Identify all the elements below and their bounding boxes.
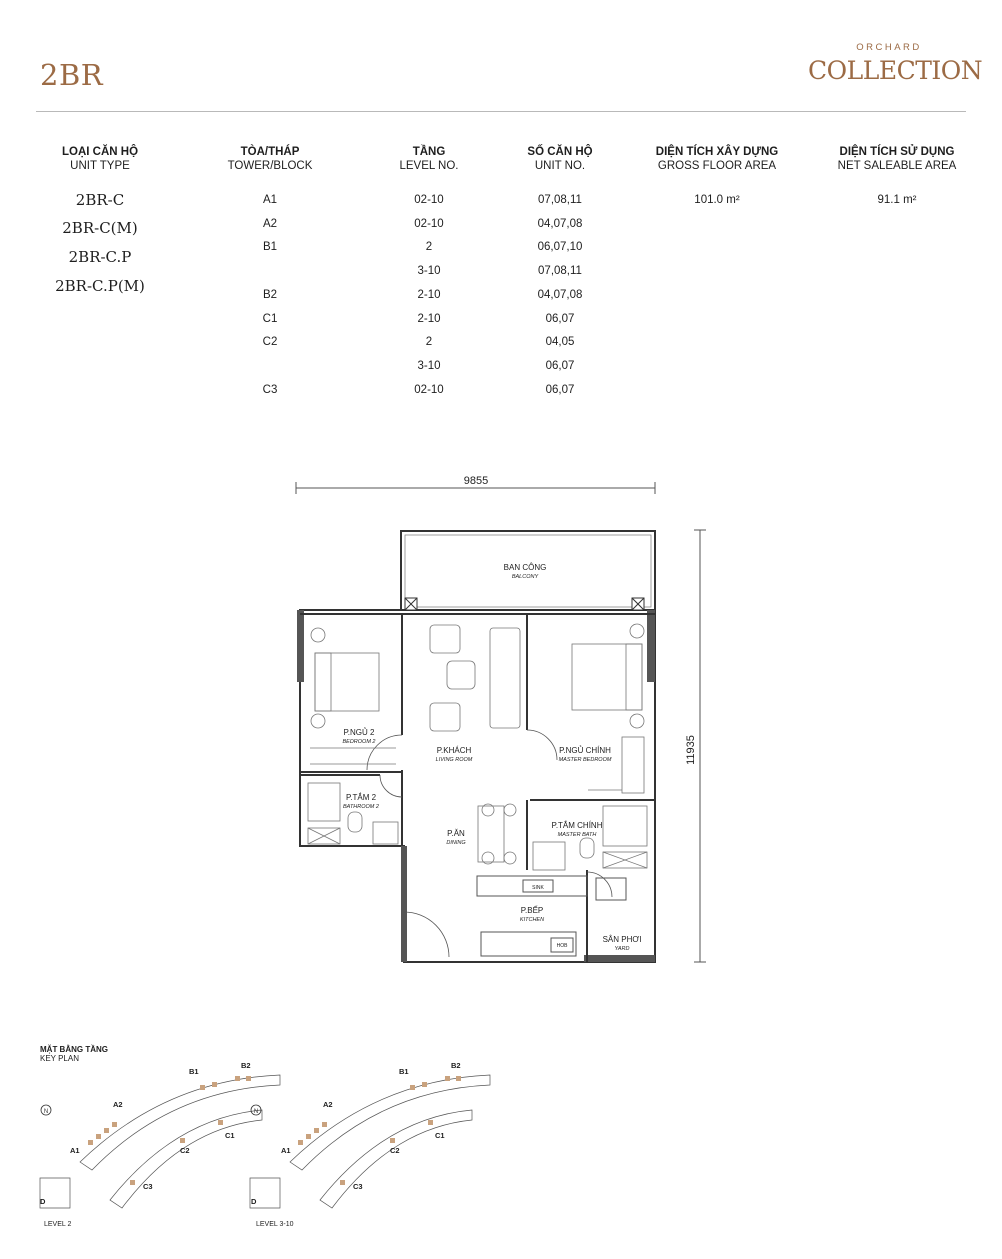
room-master-bedroom-en: MASTER BEDROOM bbox=[558, 757, 612, 763]
level-label: LEVEL 2 bbox=[44, 1221, 72, 1228]
tower-cell: B2 bbox=[262, 289, 278, 301]
block-label: A1 bbox=[70, 1146, 80, 1155]
col-header-net-area: DIỆN TÍCH SỬ DỤNG NET SALEABLE AREA bbox=[837, 146, 957, 172]
col-header-gross-area: DIỆN TÍCH XÂY DỰNG GROSS FLOOR AREA bbox=[655, 146, 779, 172]
room-bathroom-2-en: BATHROOM 2 bbox=[343, 804, 379, 810]
room-dining-en: DINING bbox=[446, 840, 466, 846]
hob-label: HOB bbox=[556, 943, 568, 949]
level-cell: 2 bbox=[425, 241, 433, 253]
page-title: 2BR bbox=[40, 58, 104, 92]
unit-cell: 06,07 bbox=[545, 360, 575, 372]
level-cell: 2 bbox=[425, 336, 433, 348]
block-label: B2 bbox=[451, 1061, 461, 1070]
col-header-tower: TÒA/THÁP TOWER/BLOCK bbox=[227, 146, 313, 172]
level-cell: 02-10 bbox=[414, 194, 444, 206]
tower-cell: C2 bbox=[262, 336, 278, 348]
room-master-bath-en: MASTER BATH bbox=[557, 832, 597, 838]
block-label: B1 bbox=[189, 1067, 199, 1076]
net-area-value: 91.1 m² bbox=[877, 194, 917, 206]
unit-cell: 06,07 bbox=[545, 313, 575, 325]
tower-cell: A1 bbox=[262, 194, 278, 206]
unit-type: 2BR-C bbox=[75, 191, 125, 209]
unit-cell: 04,05 bbox=[545, 336, 575, 348]
north-icon: N bbox=[43, 1109, 49, 1115]
room-dining: P.ĂN bbox=[447, 829, 465, 838]
block-label: C1 bbox=[435, 1131, 445, 1140]
block-label: C2 bbox=[180, 1146, 190, 1155]
tower-cell: A2 bbox=[262, 218, 278, 230]
block-label: A1 bbox=[281, 1146, 291, 1155]
room-living: P.KHÁCH bbox=[436, 746, 472, 755]
col-header-level: TẦNG LEVEL NO. bbox=[399, 146, 459, 172]
block-label: A2 bbox=[113, 1100, 123, 1109]
block-label: D bbox=[251, 1197, 257, 1206]
block-label: C2 bbox=[390, 1146, 400, 1155]
level-cell: 02-10 bbox=[414, 218, 444, 230]
brand-tagline: ORCHARD bbox=[856, 42, 922, 53]
level-cell: 3-10 bbox=[417, 265, 441, 277]
unit-cell: 06,07 bbox=[545, 384, 575, 396]
unit-cell: 07,08,11 bbox=[538, 265, 582, 277]
block-label: B1 bbox=[399, 1067, 409, 1076]
block-label: C1 bbox=[225, 1131, 235, 1140]
room-bedroom-2: P.NGỦ 2 bbox=[343, 728, 375, 737]
unit-cell: 04,07,08 bbox=[537, 289, 583, 301]
level-cell: 2-10 bbox=[417, 313, 441, 325]
room-master-bedroom: P.NGỦ CHÍNH bbox=[559, 746, 611, 755]
room-yard-en: YARD bbox=[614, 946, 630, 952]
gross-area-value: 101.0 m² bbox=[694, 194, 740, 206]
level-cell: 2-10 bbox=[417, 289, 441, 301]
block-label: C3 bbox=[353, 1182, 363, 1191]
room-bathroom-2: P.TẮM 2 bbox=[345, 793, 377, 802]
key-plan-level-2 bbox=[40, 1075, 280, 1208]
unit-cell: 07,08,11 bbox=[538, 194, 582, 206]
block-label: D bbox=[40, 1197, 46, 1206]
room-kitchen-en: KITCHEN bbox=[519, 917, 545, 923]
room-living-en: LIVING ROOM bbox=[435, 757, 473, 763]
unit-cell: 04,07,08 bbox=[537, 218, 583, 230]
key-plan-level-3-10 bbox=[250, 1075, 490, 1208]
room-master-bath: P.TẮM CHÍNH bbox=[551, 821, 603, 830]
tower-cell: B1 bbox=[262, 241, 278, 253]
sink-label: SINK bbox=[532, 885, 544, 891]
key-plan-title: MẶT BẰNG TẦNG KEY PLAN bbox=[40, 1045, 108, 1063]
block-label: B2 bbox=[241, 1061, 251, 1070]
tower-cell: C1 bbox=[262, 313, 278, 325]
level-cell: 3-10 bbox=[417, 360, 441, 372]
unit-cell: 06,07,10 bbox=[537, 241, 583, 253]
room-balcony: BAN CÔNG bbox=[503, 563, 547, 572]
room-balcony-en: BALCONY bbox=[511, 574, 539, 580]
dim-width: 9855 bbox=[463, 475, 489, 487]
room-kitchen: P.BẾP bbox=[520, 906, 544, 915]
block-label: C3 bbox=[143, 1182, 153, 1191]
block-label: A2 bbox=[323, 1100, 333, 1109]
brand-logo: COLLECTION bbox=[808, 56, 983, 85]
level-cell: 02-10 bbox=[414, 384, 444, 396]
unit-type: 2BR-C.P bbox=[68, 248, 132, 266]
unit-type: 2BR-C.P(M) bbox=[55, 277, 145, 295]
level-label: LEVEL 3-10 bbox=[256, 1221, 294, 1228]
col-header-unit-no: SỐ CĂN HỘ UNIT NO. bbox=[527, 146, 593, 172]
room-yard: SÂN PHƠI bbox=[602, 935, 642, 944]
unit-type: 2BR-C(M) bbox=[62, 219, 138, 237]
col-header-unit-type: LOẠI CĂN HỘ UNIT TYPE bbox=[61, 146, 139, 172]
north-icon: N bbox=[253, 1109, 259, 1115]
tower-cell: C3 bbox=[262, 384, 278, 396]
dim-height: 11935 bbox=[685, 735, 697, 765]
room-bedroom-2-en: BEDROOM 2 bbox=[342, 739, 376, 745]
